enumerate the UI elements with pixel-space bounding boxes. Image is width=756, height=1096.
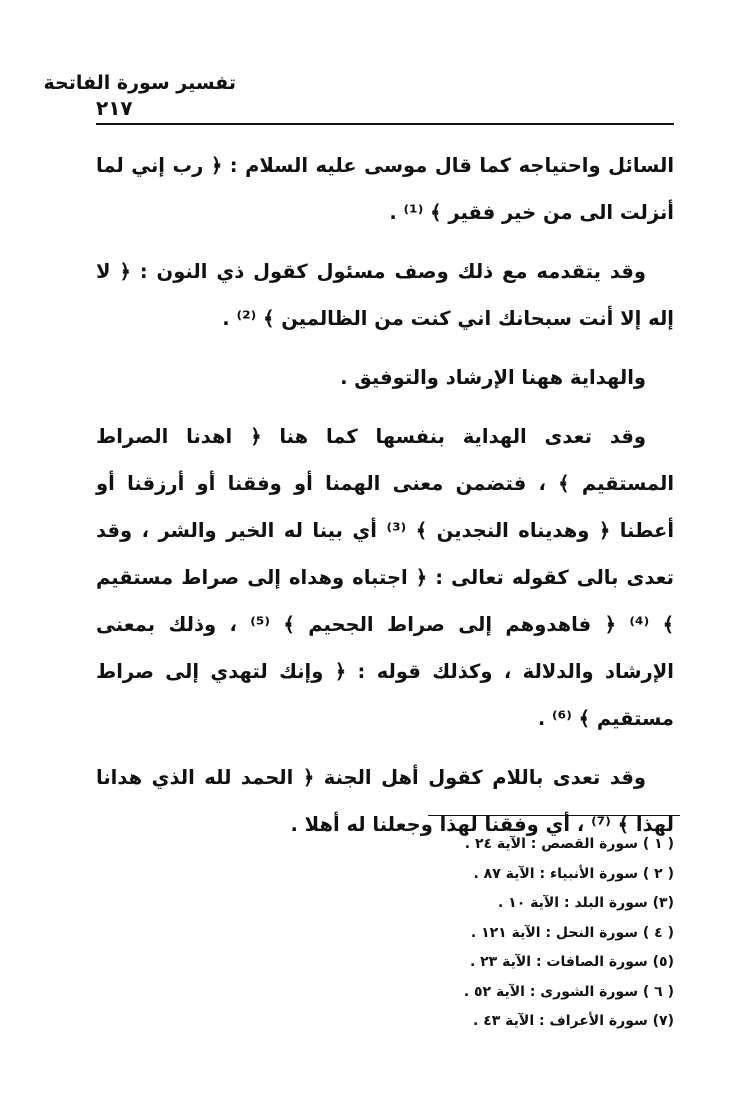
paragraph: السائل واحتياجه كما قال موسى عليه السلام : ﴿ رب إني لما أنزلت الى من خير فقير ﴾ ⁽¹⁾ . [96, 154, 674, 224]
footnote: ( ٢ ) سورة الأنبياء : الآية ٨٧ . [473, 865, 674, 882]
page-number: ٢١٧ [96, 96, 133, 120]
running-header-title: تفسير سورة الفاتحة [43, 72, 236, 94]
paragraph: والهداية ههنا الإرشاد والتوفيق . [340, 366, 646, 389]
footnote: (٧) سورة الأعراف : الآية ٤٣ . [472, 1013, 674, 1029]
footnote: ( ٦ ) سورة الشورى : الآية ٥٢ . [463, 983, 674, 1000]
footnote-separator [428, 815, 680, 816]
footnotes [96, 830, 674, 1037]
footnote: ( ١ ) سورة القصص : الآية ٢٤ . [464, 836, 674, 852]
body-text [96, 142, 674, 860]
paragraph: وقد تعدى الهداية بنفسها كما هنا ﴿ اهدنا الصراط المستقيم ﴾ ، فتضمن معنى الهمنا أو وفقنا أو أرزقنا أو أعطنا ﴿ وهديناه النجدين ﴾ ⁽³⁾ أي بينا له الخير والشر ، وقد تعدى بالى كقوله تعالى : ﴿ اجتباه وهداه إلى صراط مستقيم ﴾ ⁽⁴⁾ ﴿ فاهدوهم إلى صراط الجحيم ﴾ ⁽⁵⁾ ، وذلك بمعنى الإرشاد والدلالة ، وكذلك قوله : ﴿ وإنك لتهدي إلى صراط مستقيم ﴾ ⁽⁶⁾ . [96, 425, 675, 730]
paragraph: وقد يتقدمه مع ذلك وصف مسئول كقول ذي النون : ﴿ لا إله إلا أنت سبحانك اني كنت من الظالمين ﴾ ⁽²⁾ . [96, 260, 674, 330]
footnote: (٥) سورة الصافات : الآية ٢٣ . [469, 954, 674, 970]
footnote: (٣) سورة البلد : الآية ١٠ . [497, 895, 674, 911]
footnote: ( ٤ ) سورة النحل : الآية ١٢١ . [470, 924, 674, 941]
header-rule [96, 123, 674, 125]
paragraph: وقد تعدى باللام كقول أهل الجنة ﴿ الحمد لله الذي هدانا لهذا ﴾ ⁽⁷⁾ ، أي وفقنا لهذا وجعلنا له أهلا . [96, 766, 674, 836]
